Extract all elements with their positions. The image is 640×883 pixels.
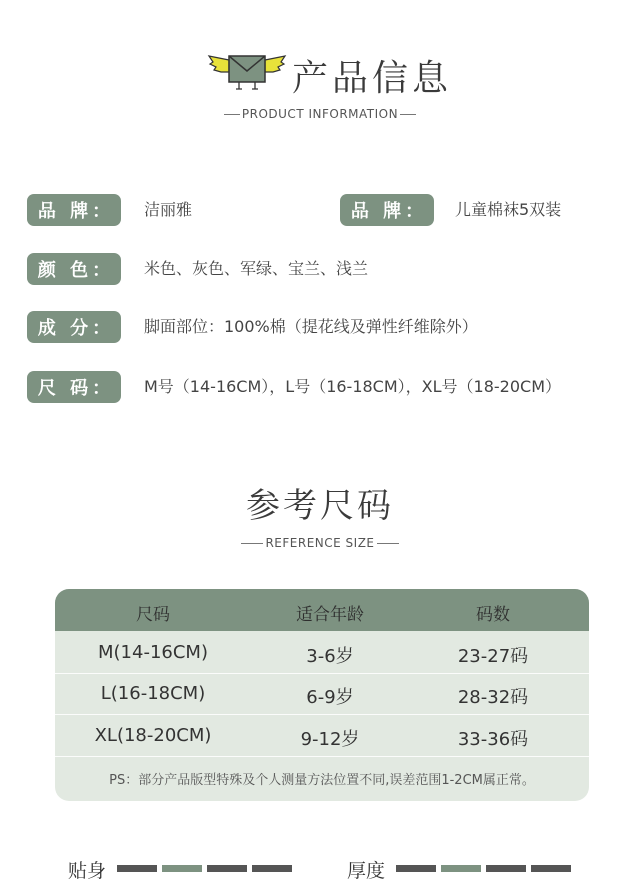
material-label: 成 分： xyxy=(27,311,121,343)
row-divider xyxy=(55,756,589,757)
subtitle-dash-left xyxy=(224,114,240,115)
product-info-subtitle xyxy=(222,107,418,121)
row-size: L(16-18CM) xyxy=(100,683,206,704)
level-segment xyxy=(441,865,481,872)
level-segment xyxy=(396,865,436,872)
row-age: 9-12岁 xyxy=(300,729,360,750)
level-segment xyxy=(531,865,571,872)
product-info-title: 产品信息 xyxy=(292,58,453,99)
row-size: M(14-16CM) xyxy=(98,642,208,663)
product-info-subtitle-text: PRODUCT INFORMATION xyxy=(241,107,399,121)
row-age: 3-6岁 xyxy=(306,646,354,667)
header-age: 适合年龄 xyxy=(296,605,364,625)
row-shoe-size: 23-27码 xyxy=(457,646,529,667)
subtitle-dash-right xyxy=(377,543,399,544)
brand-value: 洁丽雅 xyxy=(144,200,193,219)
material-value: 脚面部位：100%棉（提花线及弹性纤维除外） xyxy=(144,317,478,336)
row-age: 6-9岁 xyxy=(306,687,354,708)
brand-label: 品 牌： xyxy=(27,194,121,226)
table-row xyxy=(55,715,589,756)
size-label: 尺 码： xyxy=(27,371,121,403)
level-segment xyxy=(252,865,292,872)
row-size: XL(18-20CM) xyxy=(94,725,212,746)
size-value: M号（14-16CM），L号（16-18CM），XL号（18-20CM） xyxy=(144,377,562,396)
reference-size-subtitle-text: REFERENCE SIZE xyxy=(265,536,375,550)
header-size: 尺码 xyxy=(136,605,170,625)
level-segment xyxy=(207,865,247,872)
table-header xyxy=(55,589,589,631)
size-note: PS：部分产品版型特殊及个人测量方法位置不同,误差范围1-2CM属正常。 xyxy=(109,773,535,788)
subtitle-dash-left xyxy=(241,543,263,544)
level-segment xyxy=(486,865,526,872)
table-row xyxy=(55,632,589,673)
color-value: 米色、灰色、军绿、宝兰、浅兰 xyxy=(144,259,369,278)
level-segment xyxy=(117,865,157,872)
subtitle-dash-right xyxy=(400,114,416,115)
table-row xyxy=(55,673,589,714)
reference-size-subtitle xyxy=(0,536,640,550)
reference-size-title: 参考尺码 xyxy=(246,486,394,526)
fit-label: 贴身 xyxy=(68,860,107,882)
level-segment xyxy=(162,865,202,872)
winged-envelope-logo xyxy=(207,50,287,92)
color-label: 颜 色： xyxy=(27,253,121,285)
product-name-value: 儿童棉袜5双装 xyxy=(455,200,562,219)
thickness-label: 厚度 xyxy=(347,860,386,882)
row-shoe-size: 33-36码 xyxy=(457,729,529,750)
brand-label-right: 品 牌： xyxy=(340,194,434,226)
row-shoe-size: 28-32码 xyxy=(457,687,529,708)
size-table xyxy=(55,589,589,801)
header-shoe-size: 码数 xyxy=(476,605,510,625)
